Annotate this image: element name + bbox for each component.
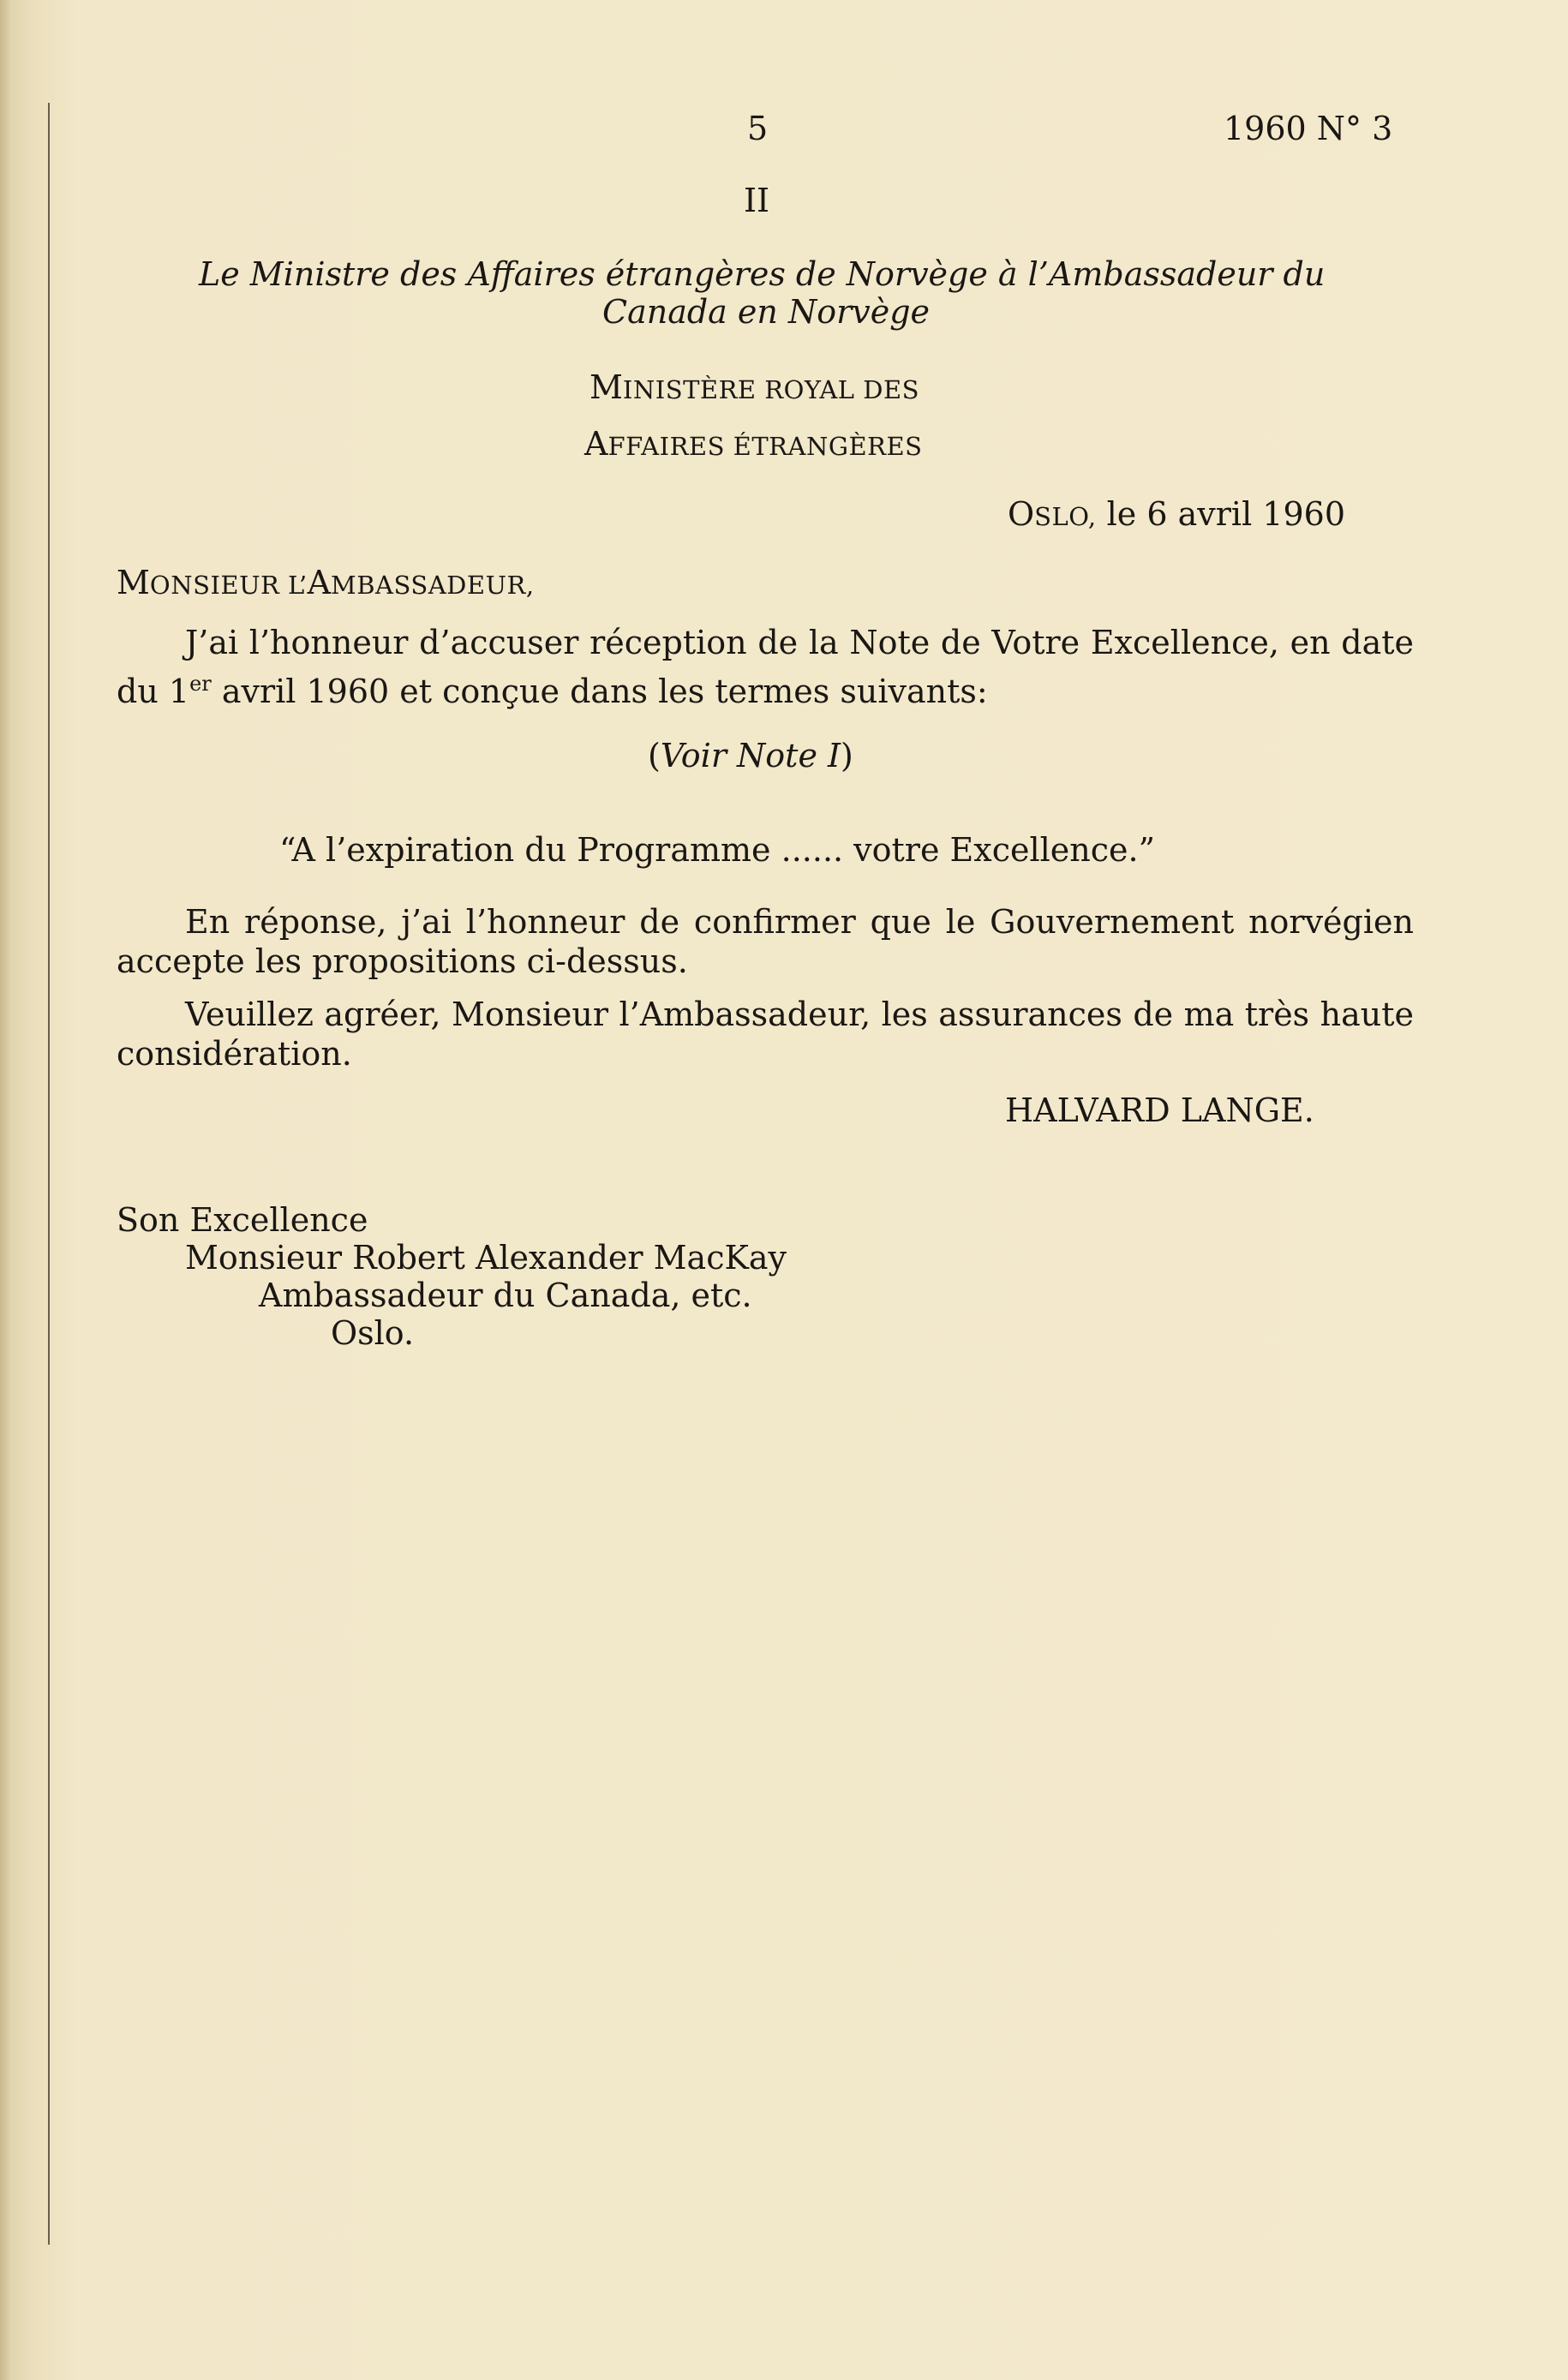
addressee-line-4: Oslo. (331, 1314, 415, 1352)
binding-edge (0, 0, 12, 2380)
section-number: II (744, 182, 770, 219)
paragraph-1-line-2 (117, 665, 988, 710)
ministry-line-2-cap: A (584, 425, 608, 463)
addressee-line-3: Ambassadeur du Canada, etc. (259, 1277, 752, 1314)
salutation-cap-2: A (307, 564, 332, 601)
paragraph-1-line-1: J’ai l’honneur d’accuser réception de la Note de Votre Excellence, en date (185, 624, 1414, 661)
addressee-line-2: Monsieur Robert Alexander MacKay (185, 1239, 787, 1277)
salutation-small-2: MBASSADEUR, (331, 571, 535, 600)
city-small: SLO, (1034, 502, 1097, 531)
salutation-small-1: ONSIEUR L’ (149, 571, 308, 600)
ministry-line-1-cap: M (589, 368, 623, 406)
ministry-line-2 (584, 425, 923, 465)
ministry-line-1 (589, 368, 919, 409)
salutation (117, 564, 535, 604)
paragraph-2-line-2: accepte les propositions ci-dessus. (117, 942, 688, 980)
quoted-note: “A l’expiration du Programme ...... votre Excellence.” (279, 831, 1156, 869)
signature: HALVARD LANGE. (1005, 1091, 1314, 1129)
paragraph-1-line-2-start: du 1 (117, 673, 190, 710)
date: le 6 avril 1960 (1096, 495, 1346, 533)
see-note (648, 737, 853, 774)
heading-line-2: Canada en Norvège (602, 293, 931, 331)
year-number: 1960 N° 3 (1224, 110, 1393, 147)
ministry-line-2-small: FFAIRES ÉTRANGÈRES (607, 432, 923, 461)
see-note-text: Voir Note I (660, 737, 841, 774)
city-cap: O (1008, 495, 1035, 533)
see-note-open: ( (648, 737, 661, 774)
paragraph-2-line-1: En réponse, j’ai l’honneur de confirmer que le Gouvernement norvégien (185, 903, 1414, 941)
salutation-cap-1: M (117, 564, 150, 601)
paragraph-3-line-2: considération. (117, 1035, 352, 1073)
page-number: 5 (747, 110, 769, 147)
addressee-line-1: Son Excellence (117, 1201, 368, 1239)
ministry-line-1-small: INISTÈRE ROYAL DES (622, 375, 920, 404)
binding-line (48, 103, 50, 2245)
superscript-er: er (189, 672, 212, 696)
heading-line-1: Le Ministre des Affaires étrangères de Norvège à l’Ambassadeur du (199, 255, 1326, 293)
paragraph-1-line-2-end: avril 1960 et conçue dans les termes suivants: (211, 673, 988, 710)
paragraph-3-line-1: Veuillez agréer, Monsieur l’Ambassadeur, les assurances de ma très haute (185, 996, 1414, 1033)
see-note-close: ) (841, 737, 853, 774)
place-date (1008, 495, 1345, 535)
